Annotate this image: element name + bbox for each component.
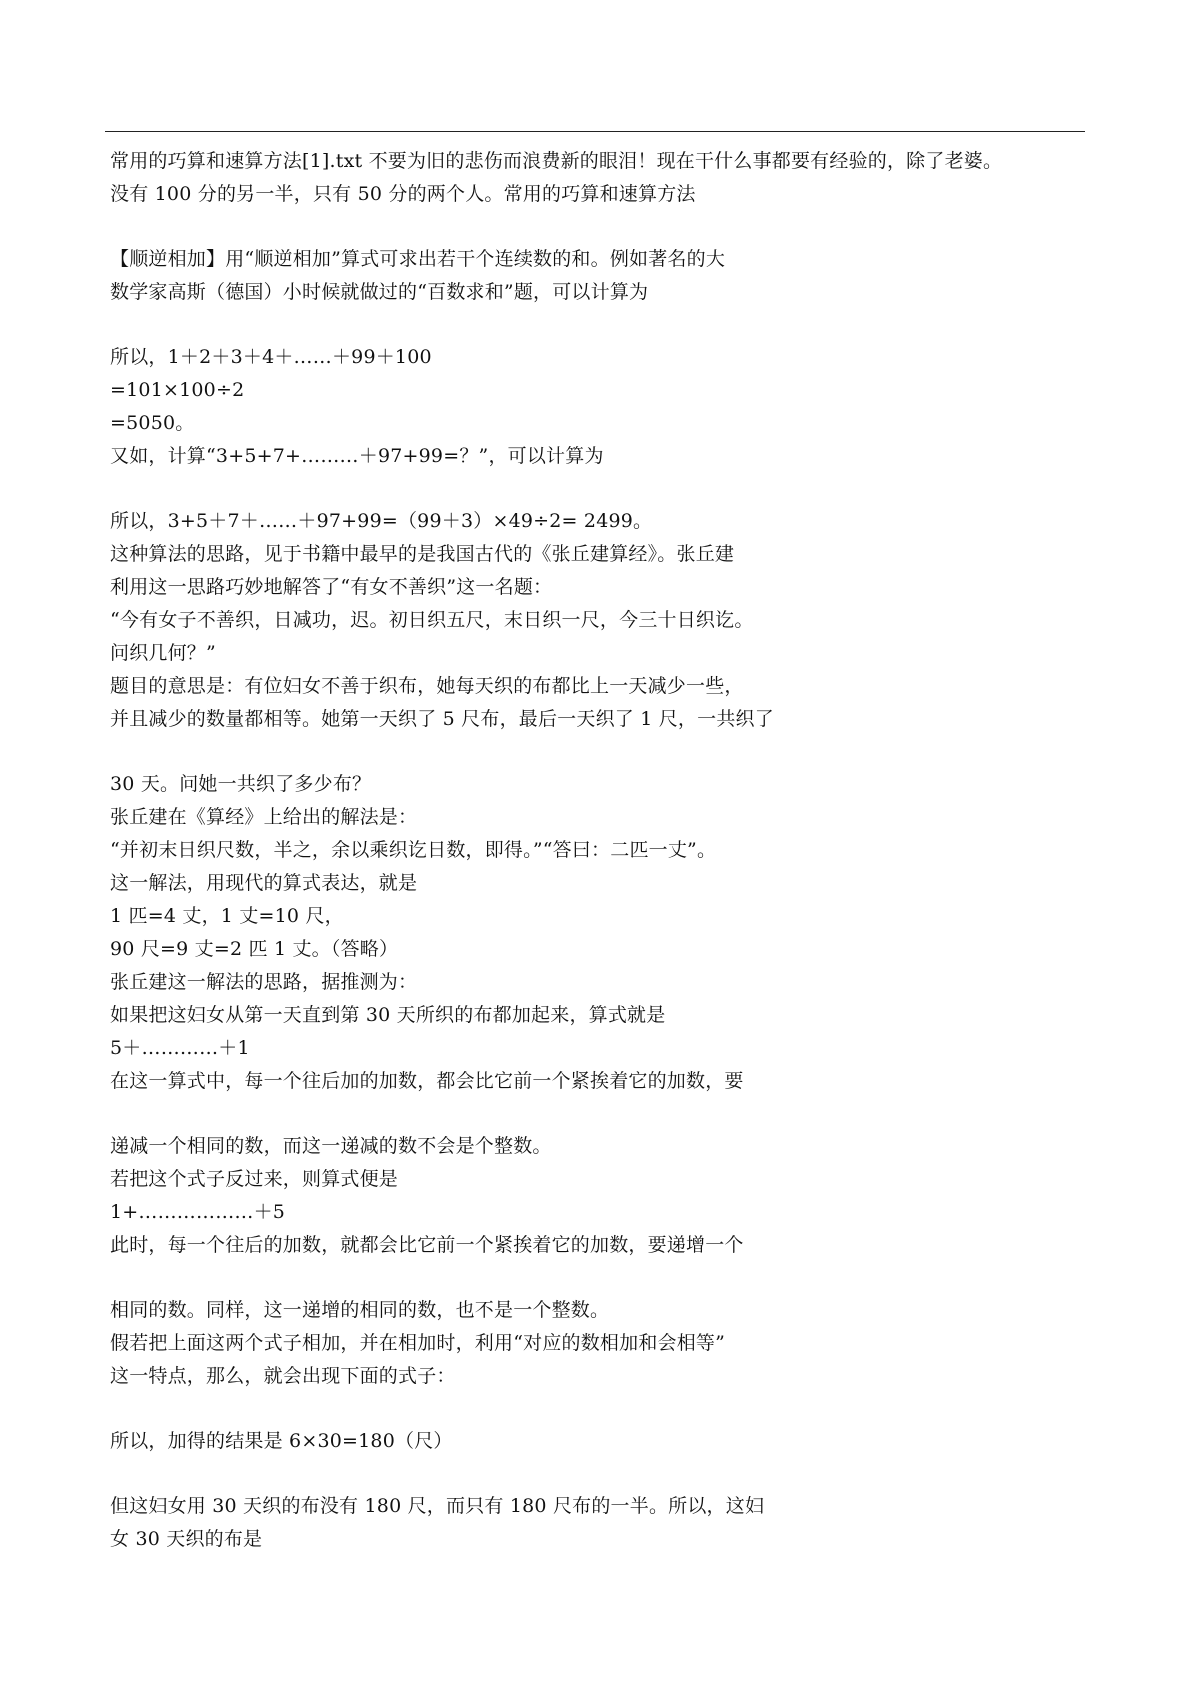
document-body xyxy=(110,145,1090,1556)
text-line: 问织几何？” xyxy=(110,642,216,664)
text-line: 所以，加得的结果是 6×30=180（尺） xyxy=(110,1430,453,1452)
header-rule xyxy=(105,131,1085,132)
text-line: 【顺逆相加】用“顺逆相加”算式可求出若干个连续数的和。例如著名的大 xyxy=(110,248,726,270)
text-line: 利用这一思路巧妙地解答了“有女不善织”这一名题： xyxy=(110,576,553,598)
text-line: 并且减少的数量都相等。她第一天织了 5 尺布，最后一天织了 1 尺，一共织了 xyxy=(110,708,774,730)
text-line: 5＋…………＋1 xyxy=(110,1037,250,1059)
text-line: 相同的数。同样，这一递增的相同的数，也不是一个整数。 xyxy=(110,1299,610,1321)
text-line: =101×100÷2 xyxy=(110,379,245,401)
text-line: 1 匹=4 丈，1 丈=10 尺， xyxy=(110,905,344,927)
blank-line xyxy=(110,1262,1090,1294)
text-line: 1+………………＋5 xyxy=(110,1201,286,1223)
text-line: 30 天。问她一共织了多少布？ xyxy=(110,773,372,795)
blank-line xyxy=(110,473,1090,505)
blank-line xyxy=(110,1458,1090,1490)
text-line: 常用的巧算和速算方法[1].txt 不要为旧的悲伤而浪费新的眼泪！现在干什么事都要有经验的，除了老婆。 xyxy=(110,150,1003,172)
blank-line xyxy=(110,1098,1090,1130)
blank-line xyxy=(110,736,1090,768)
text-line: 递减一个相同的数，而这一递减的数不会是个整数。 xyxy=(110,1135,552,1157)
text-line: 没有 100 分的另一半，只有 50 分的两个人。常用的巧算和速算方法 xyxy=(110,183,696,205)
text-line: 如果把这妇女从第一天直到第 30 天所织的布都加起来，算式就是 xyxy=(110,1004,666,1026)
blank-line xyxy=(110,309,1090,341)
blank-line xyxy=(110,1393,1090,1425)
text-line: 假若把上面这两个式子相加，并在相加时，利用“对应的数相加和会相等” xyxy=(110,1332,726,1354)
text-line: 这一特点，那么，就会出现下面的式子： xyxy=(110,1365,456,1387)
text-line: 女 30 天织的布是 xyxy=(110,1528,263,1550)
text-line: 但这妇女用 30 天织的布没有 180 尺，而只有 180 尺布的一半。所以，这妇 xyxy=(110,1495,765,1517)
text-line: 所以，3+5＋7＋……＋97+99=（99＋3）×49÷2= 2499。 xyxy=(110,510,653,532)
text-line: 张丘建这一解法的思路，据推测为： xyxy=(110,971,418,993)
text-line: 若把这个式子反过来，则算式便是 xyxy=(110,1168,399,1190)
text-line: 所以，1＋2＋3＋4＋……＋99＋100 xyxy=(110,346,432,368)
text-line: 此时，每一个往后的加数，就都会比它前一个紧挨着它的加数，要递增一个 xyxy=(110,1234,744,1256)
text-line: 这一解法，用现代的算式表达，就是 xyxy=(110,872,418,894)
text-line: 又如，计算“3+5+7+………＋97+99=？”，可以计算为 xyxy=(110,445,604,467)
blank-line xyxy=(110,211,1090,243)
text-line: 数学家高斯（德国）小时候就做过的“百数求和”题，可以计算为 xyxy=(110,281,649,303)
text-line: 题目的意思是：有位妇女不善于织布，她每天织的布都比上一天减少一些， xyxy=(110,675,744,697)
text-line: =5050。 xyxy=(110,412,195,434)
text-line: “今有女子不善织，日减功，迟。初日织五尺，末日织一尺，今三十日织讫。 xyxy=(110,609,754,631)
text-line: 在这一算式中，每一个往后加的加数，都会比它前一个紧挨着它的加数，要 xyxy=(110,1070,744,1092)
text-line: 这种算法的思路，见于书籍中最早的是我国古代的《张丘建算经》。张丘建 xyxy=(110,543,735,565)
text-line: “并初末日织尺数，半之，余以乘织讫日数，即得。”“答曰：二匹一丈”。 xyxy=(110,839,717,861)
text-line: 张丘建在《算经》上给出的解法是： xyxy=(110,806,418,828)
text-line: 90 尺=9 丈=2 匹 1 丈。（答略） xyxy=(110,938,399,960)
